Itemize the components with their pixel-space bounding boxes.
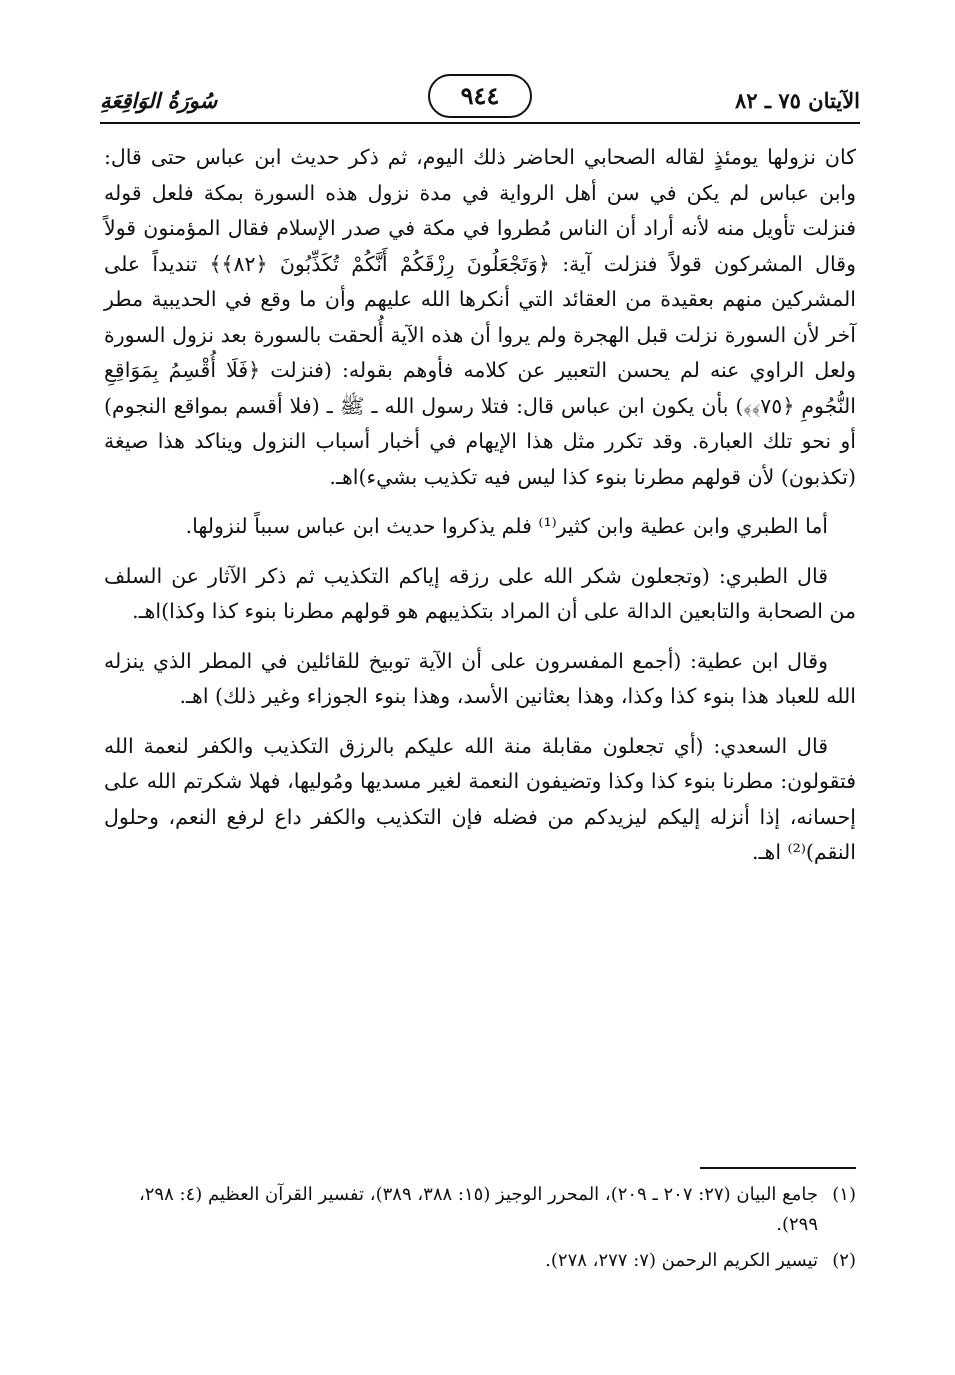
footnote-divider xyxy=(700,1167,856,1169)
paragraph-5: قال السعدي: (أي تجعلون مقابلة منة الله عليكم بالرزق التكذيب والكفر لنعمة الله فتقولون: مطرنا بنوء كذا وكذا وتضيفون النعمة لغير مسديها ومُوليها، فهلا شكرتم الله على إحسانه، إذا أنزله إليكم ليزيدكم من فضله فإن التكذيب والكفر داع لرفع النعم، وحلول النقم)⁽²⁾ اهـ. xyxy=(104,733,856,864)
footnote-text: جامع البيان (٢٧: ٢٠٧ ـ ٢٠٩)، المحرر الوجيز (١٥: ٣٨٨، ٣٨٩)، تفسير القرآن العظيم (٤: ٢٩٨، ٢٩٩). xyxy=(138,1184,818,1235)
footnote-text: تيسير الكريم الرحمن (٧: ٢٧٧، ٢٧٨). xyxy=(545,1250,818,1271)
paragraph-1: كان نزولها يومئذٍ لقاله الصحابي الحاضر ذلك اليوم، ثم ذكر حديث ابن عباس حتى قال: وابن عباس لم يكن في سن أهل الرواية في مدة نزول هذه السورة بمكة فلعل قوله فنزلت تأويل منه لأنه أراد أن الناس مُطروا في مكة في صدر الإسلام فقال المؤمنون قولاً وقال المشركون قولاً فنزلت آية: ﴿وَتَجْعَلُونَ رِزْقَكُمْ أَنَّكُمْ تُكَذِّبُونَ ﴿٨٢﴾﴾ تنديداً على المشركين منهم بعقيدة من العقائد التي أنكرها الله عليهم وأن ما وقع في الحديبية مطر آخر لأن السورة نزلت قبل الهجرة ولم يروا أن هذه الآية أُلحقت بالسورة بعد نزول السورة ولعل الراوي عنه لم يحسن التعبير عن كلامه فأوهم بقوله: (فنزلت ﴿فَلَا أُقْسِمُ بِمَوَاقِعِ النُّجُومِ ﴿٧٥﴾﴾) بأن يكون ابن عباس قال: فتلا رسول الله ـ ﷺ ـ (فلا أقسم بمواقع النجوم) أو نحو تلك العبارة. وقد تكرر مثل هذا الإيهام في أخبار أسباب النزول ويناكد هذا صيغة (تكذبون) لأن قولهم مطرنا بنوء كذا ليس فيه تكذيب بشيء)اهـ. xyxy=(104,145,857,489)
footnotes xyxy=(104,1180,856,1282)
main-text xyxy=(104,140,856,885)
footnote-2 xyxy=(104,1246,856,1276)
paragraph-4: وقال ابن عطية: (أجمع المفسرون على أن الآية توبيخ للقائلين في المطر الذي ينزله الله للعباد هذا بنوء كذا وكذا، وهذا بعثانين الأسد، وهذا بنوء الجوزاء وغير ذلك) اهـ. xyxy=(104,648,856,708)
verses-range: الآيتان ٧٥ ـ ٨٢ xyxy=(734,88,860,113)
page-number: ٩٤٤ xyxy=(428,74,532,118)
footnote-number: (٢) xyxy=(832,1250,856,1271)
footnote-1 xyxy=(104,1180,856,1240)
paragraph-2: أما الطبري وابن عطية وابن كثير⁽¹⁾ فلم يذكروا حديث ابن عباس سبباً لنزولها. xyxy=(185,514,828,538)
page-header xyxy=(100,72,860,124)
header-divider xyxy=(100,122,860,124)
surah-name: سُورَةُ الوَاقِعَةِ xyxy=(100,88,218,113)
paragraph-3: قال الطبري: (وتجعلون شكر الله على رزقه إياكم التكذيب ثم ذكر الآثار عن السلف من الصحابة والتابعين الدالة على أن المراد بتكذيبهم هو قولهم مطرنا بنوء كذا وكذا)اهـ. xyxy=(104,563,856,623)
footnote-number: (١) xyxy=(832,1184,856,1205)
